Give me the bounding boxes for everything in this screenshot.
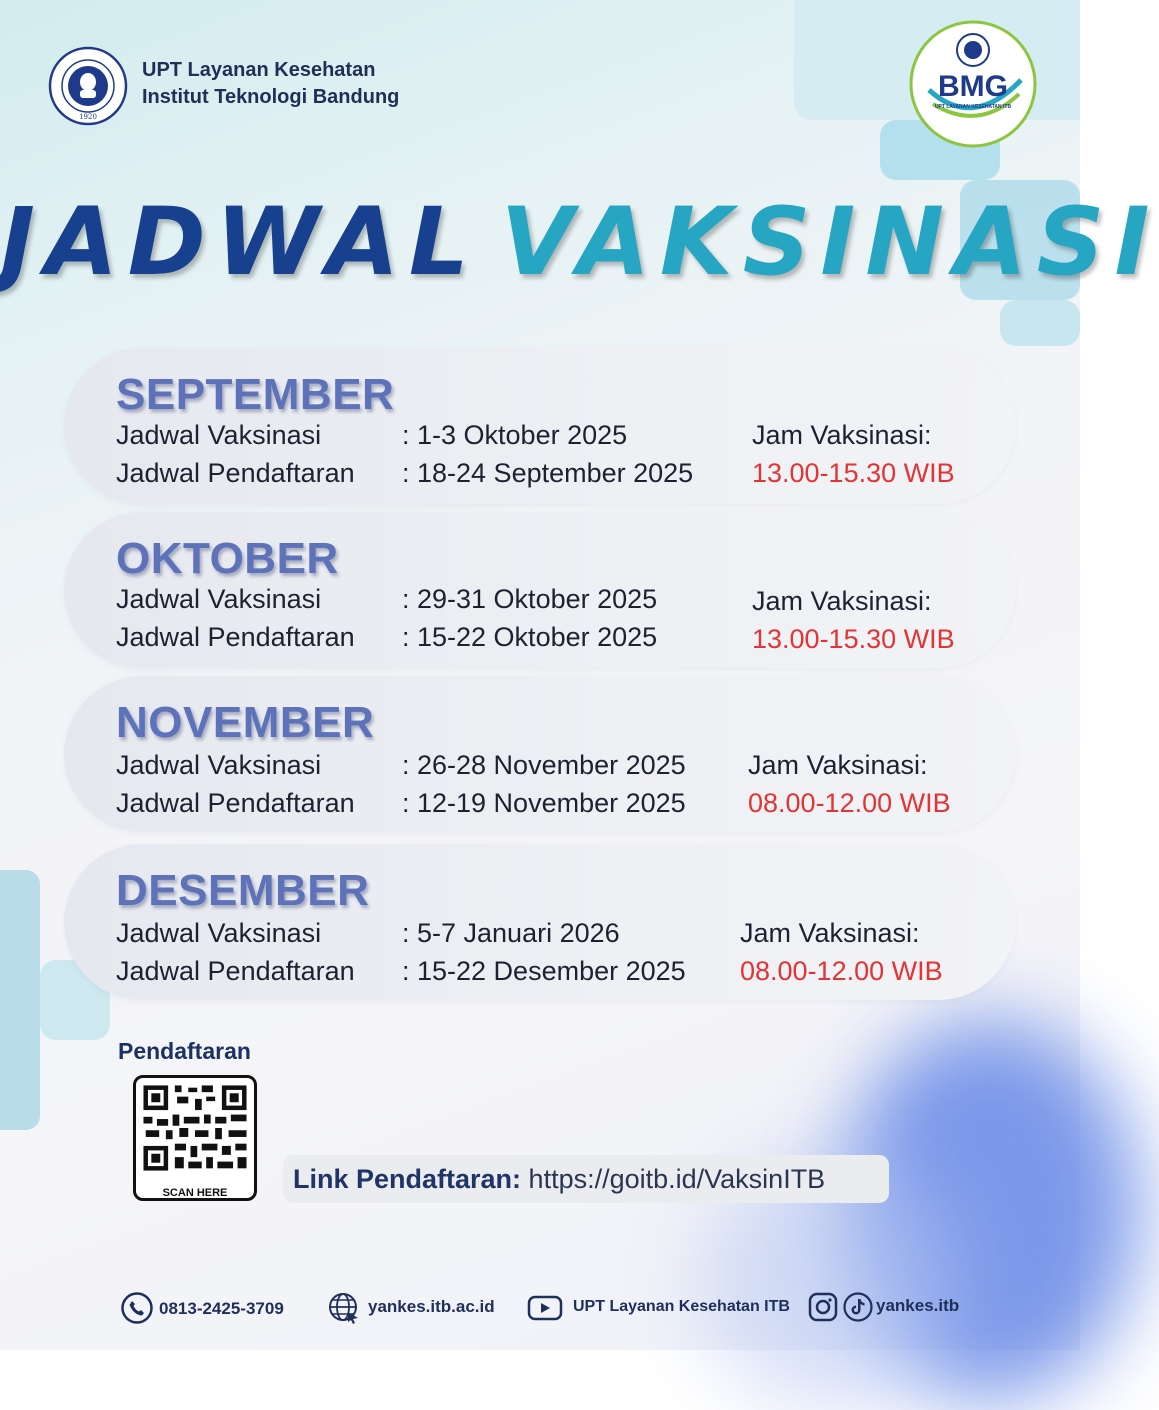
registration-link[interactable] <box>293 1164 825 1195</box>
daftar-value: : 15-22 Oktober 2025 <box>402 622 658 652</box>
schedule-card-desember <box>64 844 1016 1000</box>
daftar-label: Jadwal Pendaftaran <box>116 788 355 818</box>
vaksin-label: Jadwal Vaksinasi <box>116 420 322 450</box>
daftar-value: : 15-22 Desember 2025 <box>402 956 686 986</box>
bg-plus-shape <box>1000 300 1080 346</box>
vaksin-row <box>116 420 627 451</box>
tiktok-icon <box>843 1292 873 1322</box>
jam-label: Jam Vaksinasi: <box>752 586 932 616</box>
jam-value: 13.00-15.30 WIB <box>752 624 955 654</box>
org-line-1: UPT Layanan Kesehatan <box>142 59 376 81</box>
jam-value: 08.00-12.00 WIB <box>740 956 943 986</box>
logo-year: 1920 <box>79 113 97 121</box>
vaksin-value: : 29-31 Oktober 2025 <box>402 584 658 614</box>
youtube-channel: UPT Layanan Kesehatan ITB <box>573 1298 790 1315</box>
schedule-card-september <box>64 348 1016 504</box>
daftar-label: Jadwal Pendaftaran <box>116 622 355 652</box>
vaksin-value: : 26-28 November 2025 <box>402 750 686 780</box>
daftar-row <box>116 622 657 653</box>
month-title: NOVEMBER <box>116 698 375 747</box>
youtube-icon <box>527 1292 563 1324</box>
month-title: SEPTEMBER <box>116 370 395 419</box>
link-url[interactable]: https://goitb.id/VaksinITB <box>521 1164 826 1194</box>
registration-link-box[interactable] <box>283 1155 889 1203</box>
jam-label: Jam Vaksinasi: <box>748 750 928 780</box>
bg-plus-shape <box>0 870 40 1130</box>
org-name <box>142 57 399 111</box>
instagram-icon <box>808 1292 838 1322</box>
daftar-row <box>116 788 686 819</box>
title-part-2: VAKSINASI <box>500 188 1159 297</box>
vaksin-row <box>116 918 620 949</box>
schedule-card-oktober <box>64 512 1016 668</box>
month-title: DESEMBER <box>116 866 370 915</box>
jam-label: Jam Vaksinasi: <box>740 918 920 948</box>
qr-pattern-icon <box>139 1080 251 1176</box>
website-url: yankes.itb.ac.id <box>368 1297 495 1316</box>
vaksin-label: Jadwal Vaksinasi <box>116 750 322 780</box>
itb-logo <box>48 46 128 126</box>
bmg-logo <box>909 20 1037 148</box>
org-line-2: Institut Teknologi Bandung <box>142 86 400 108</box>
daftar-label: Jadwal Pendaftaran <box>116 458 355 488</box>
jam-value: 08.00-12.00 WIB <box>748 788 951 818</box>
vaksin-label: Jadwal Vaksinasi <box>116 584 322 614</box>
daftar-row <box>116 956 686 987</box>
globe-icon <box>328 1292 360 1324</box>
registration-heading: Pendaftaran <box>118 1038 251 1064</box>
qr-caption: SCAN HERE <box>162 1187 228 1199</box>
vaksin-row <box>116 584 657 615</box>
jam-label: Jam Vaksinasi: <box>752 420 932 450</box>
link-label: Link Pendaftaran <box>293 1164 513 1194</box>
daftar-row <box>116 458 693 489</box>
bmg-label: BMG <box>938 70 1008 103</box>
footer-phone[interactable] <box>121 1292 311 1328</box>
footer-website[interactable] <box>328 1292 508 1328</box>
footer-youtube[interactable] <box>527 1292 797 1328</box>
page-title <box>0 188 1159 297</box>
schedule-card-november <box>64 676 1016 832</box>
footer-social[interactable] <box>808 1292 968 1328</box>
vaksin-label: Jadwal Vaksinasi <box>116 918 322 948</box>
month-title: OKTOBER <box>116 534 339 583</box>
daftar-value: : 12-19 November 2025 <box>402 788 686 818</box>
daftar-value: : 18-24 September 2025 <box>402 458 694 488</box>
phone-icon <box>121 1292 153 1324</box>
link-separator: : <box>512 1164 522 1194</box>
vaksin-row <box>116 750 686 781</box>
phone-number: 0813-2425-3709 <box>159 1299 284 1318</box>
qr-code[interactable] <box>133 1075 257 1201</box>
bmg-sub: UPT LAYANAN KESEHATAN ITB <box>934 104 1012 110</box>
vaksin-value: : 5-7 Januari 2026 <box>402 918 620 948</box>
vaksin-value: : 1-3 Oktober 2025 <box>402 420 628 450</box>
social-handle: yankes.itb <box>876 1296 960 1315</box>
title-part-1: JADWAL <box>0 188 479 297</box>
daftar-label: Jadwal Pendaftaran <box>116 956 355 986</box>
jam-value: 13.00-15.30 WIB <box>752 458 955 488</box>
